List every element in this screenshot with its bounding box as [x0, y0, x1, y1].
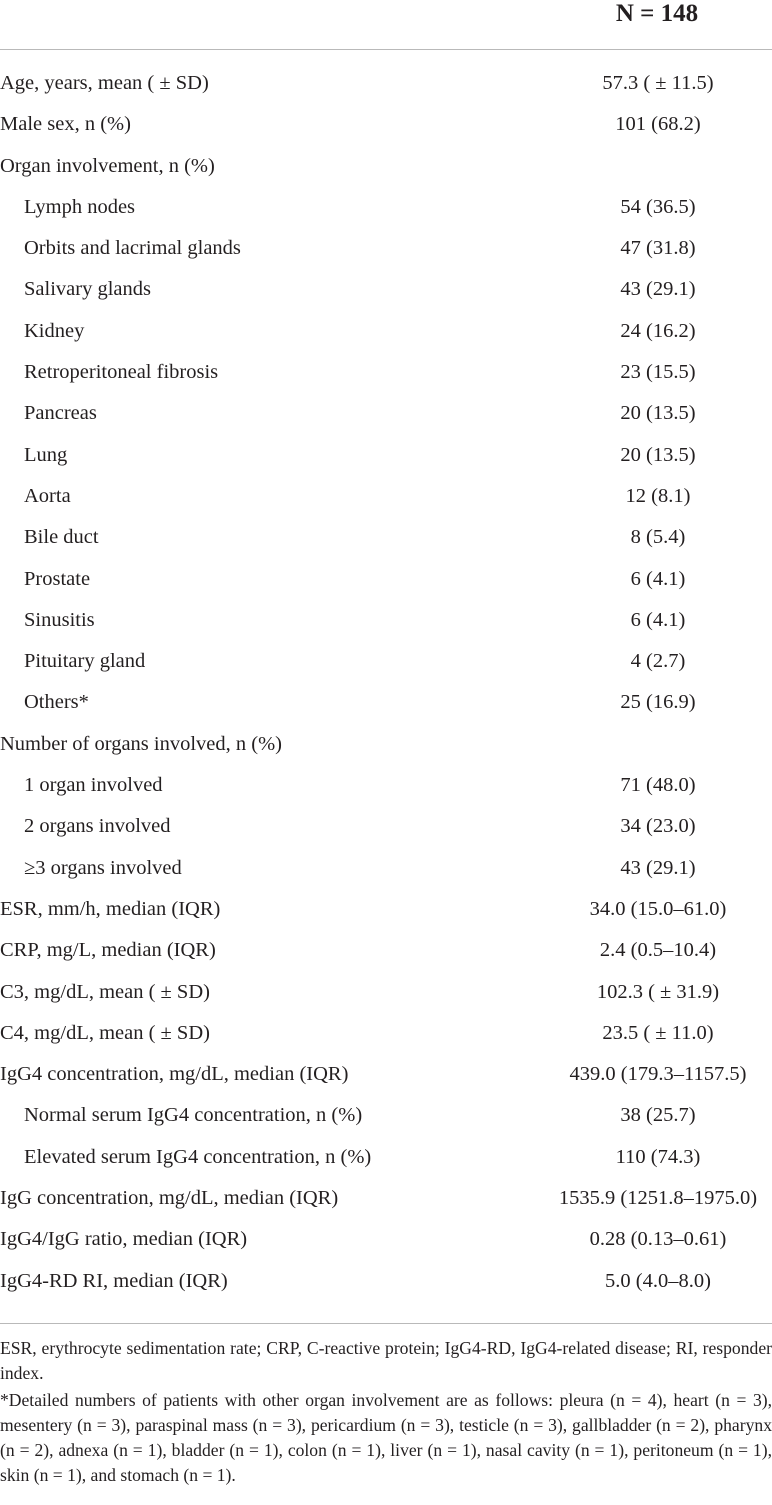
row-label: Pituitary gland — [24, 650, 146, 673]
column-header-n: N = 148 — [615, 0, 699, 27]
row-label: Sinusitis — [24, 608, 95, 631]
row-label: Lymph nodes — [24, 195, 136, 218]
table-row — [0, 520, 772, 561]
table-row — [0, 1222, 772, 1263]
row-value: 2.4 (0.5–10.4) — [599, 939, 717, 962]
table-row — [0, 190, 772, 231]
row-value: 6 (4.1) — [630, 608, 686, 631]
table-row — [0, 685, 772, 726]
row-label: Bile duct — [24, 526, 99, 549]
row-label: IgG4 concentration, mg/dL, median (IQR) — [0, 1063, 349, 1086]
row-value: 38 (25.7) — [620, 1104, 696, 1127]
row-label: Retroperitoneal fibrosis — [24, 361, 219, 384]
table-row — [0, 727, 772, 768]
table-row — [0, 768, 772, 809]
row-label: Elevated serum IgG4 concentration, n (%) — [24, 1145, 372, 1168]
row-value: 54 (36.5) — [620, 195, 696, 218]
row-value: 25 (16.9) — [620, 691, 696, 714]
row-label: Aorta — [24, 484, 71, 507]
abbreviations-note: ESR, erythrocyte sedimentation rate; CRP, C-reactive protein; IgG4-RD, IgG4-related disease; RI, responder index. — [0, 1338, 772, 1383]
table-row — [0, 107, 772, 148]
row-label: CRP, mg/L, median (IQR) — [0, 939, 216, 962]
row-value: 34 (23.0) — [620, 815, 696, 838]
header-rule — [0, 49, 772, 50]
table-row — [0, 1264, 772, 1305]
row-label: IgG4-RD RI, median (IQR) — [0, 1269, 228, 1292]
table-row — [0, 975, 772, 1016]
table-row — [0, 272, 772, 313]
row-label: Others* — [24, 691, 89, 714]
table-row — [0, 603, 772, 644]
row-label: 2 organs involved — [24, 815, 171, 838]
row-label: IgG4/IgG ratio, median (IQR) — [0, 1228, 248, 1251]
row-value: 1535.9 (1251.8–1975.0) — [558, 1187, 758, 1210]
row-label: Male sex, n (%) — [0, 113, 131, 136]
table-row — [0, 644, 772, 685]
row-label: Prostate — [24, 567, 91, 590]
row-label: Number of organs involved, n (%) — [0, 732, 283, 755]
row-value: 43 (29.1) — [620, 856, 696, 879]
table-bottom-rule — [0, 1323, 772, 1324]
row-label: 1 organ involved — [24, 774, 163, 797]
table-row — [0, 1057, 772, 1098]
row-value: 24 (16.2) — [620, 319, 696, 342]
row-value: 34.0 (15.0–61.0) — [589, 897, 727, 920]
row-label: Salivary glands — [24, 278, 151, 301]
row-label: ≥3 organs involved — [24, 856, 182, 879]
row-label: Age, years, mean ( ± SD) — [0, 72, 209, 94]
table-row — [0, 809, 772, 850]
table-row — [0, 231, 772, 272]
row-value: 12 (8.1) — [625, 484, 691, 507]
row-value: 439.0 (179.3–1157.5) — [569, 1063, 747, 1086]
row-value: 5.0 (4.0–8.0) — [605, 1269, 711, 1292]
others-detail-note: *Detailed numbers of patients with other organ involvement are as follows: pleura (n = 4), heart (n = 3), mesentery (n = 3), paraspinal mass (n = 3), pericardium (n = 3), testicle (n = 3), gallbladder (n = 2), pharynx (n = 2), adnexa (n = 1), bladder (n = 1), colon (n = 1), liver (n = 1), nasal cavity (n = 1), peritoneum (n = 1), skin (n = 1), and stomach (n = 1). — [0, 1390, 772, 1485]
table-row — [0, 438, 772, 479]
row-value: 4 (2.7) — [630, 650, 686, 673]
row-value: 20 (13.5) — [620, 402, 696, 425]
row-label: ESR, mm/h, median (IQR) — [0, 897, 221, 920]
table-row — [0, 1140, 772, 1181]
table-row — [0, 933, 772, 974]
row-label: Normal serum IgG4 concentration, n (%) — [24, 1104, 363, 1127]
row-value: 110 (74.3) — [615, 1145, 701, 1168]
row-label: Kidney — [24, 319, 85, 342]
table-row — [0, 66, 772, 107]
row-value: 47 (31.8) — [620, 237, 696, 260]
row-label: Orbits and lacrimal glands — [24, 237, 241, 260]
row-label: Organ involvement, n (%) — [0, 154, 215, 177]
table-row — [0, 1098, 772, 1139]
row-value: 23.5 ( ± 11.0) — [602, 1021, 714, 1044]
row-value: 23 (15.5) — [620, 361, 696, 384]
table-row — [0, 1181, 772, 1222]
table-header — [0, 0, 772, 50]
row-label: IgG concentration, mg/dL, median (IQR) — [0, 1187, 339, 1210]
row-value: 8 (5.4) — [630, 526, 686, 549]
table-row — [0, 479, 772, 520]
row-value: 57.3 ( ± 11.5) — [602, 72, 714, 94]
row-value: 71 (48.0) — [620, 774, 696, 797]
row-value: 0.28 (0.13–0.61) — [589, 1228, 727, 1251]
row-label: C3, mg/dL, mean ( ± SD) — [0, 980, 210, 1003]
row-value: 20 (13.5) — [620, 443, 696, 466]
row-value: 102.3 ( ± 31.9) — [596, 980, 720, 1003]
table-body — [0, 66, 772, 1305]
row-value: 6 (4.1) — [630, 567, 686, 590]
row-label: C4, mg/dL, mean ( ± SD) — [0, 1021, 210, 1044]
row-label: Lung — [24, 443, 68, 466]
table-row — [0, 562, 772, 603]
table-row — [0, 396, 772, 437]
row-label: Pancreas — [24, 402, 97, 425]
table-footnotes — [0, 1336, 772, 1490]
table-row — [0, 851, 772, 892]
row-value: 101 (68.2) — [615, 113, 701, 136]
table-row — [0, 355, 772, 396]
table-row — [0, 314, 772, 355]
row-value: 43 (29.1) — [620, 278, 696, 301]
table-row — [0, 892, 772, 933]
table-row — [0, 149, 772, 190]
table-row — [0, 1016, 772, 1057]
